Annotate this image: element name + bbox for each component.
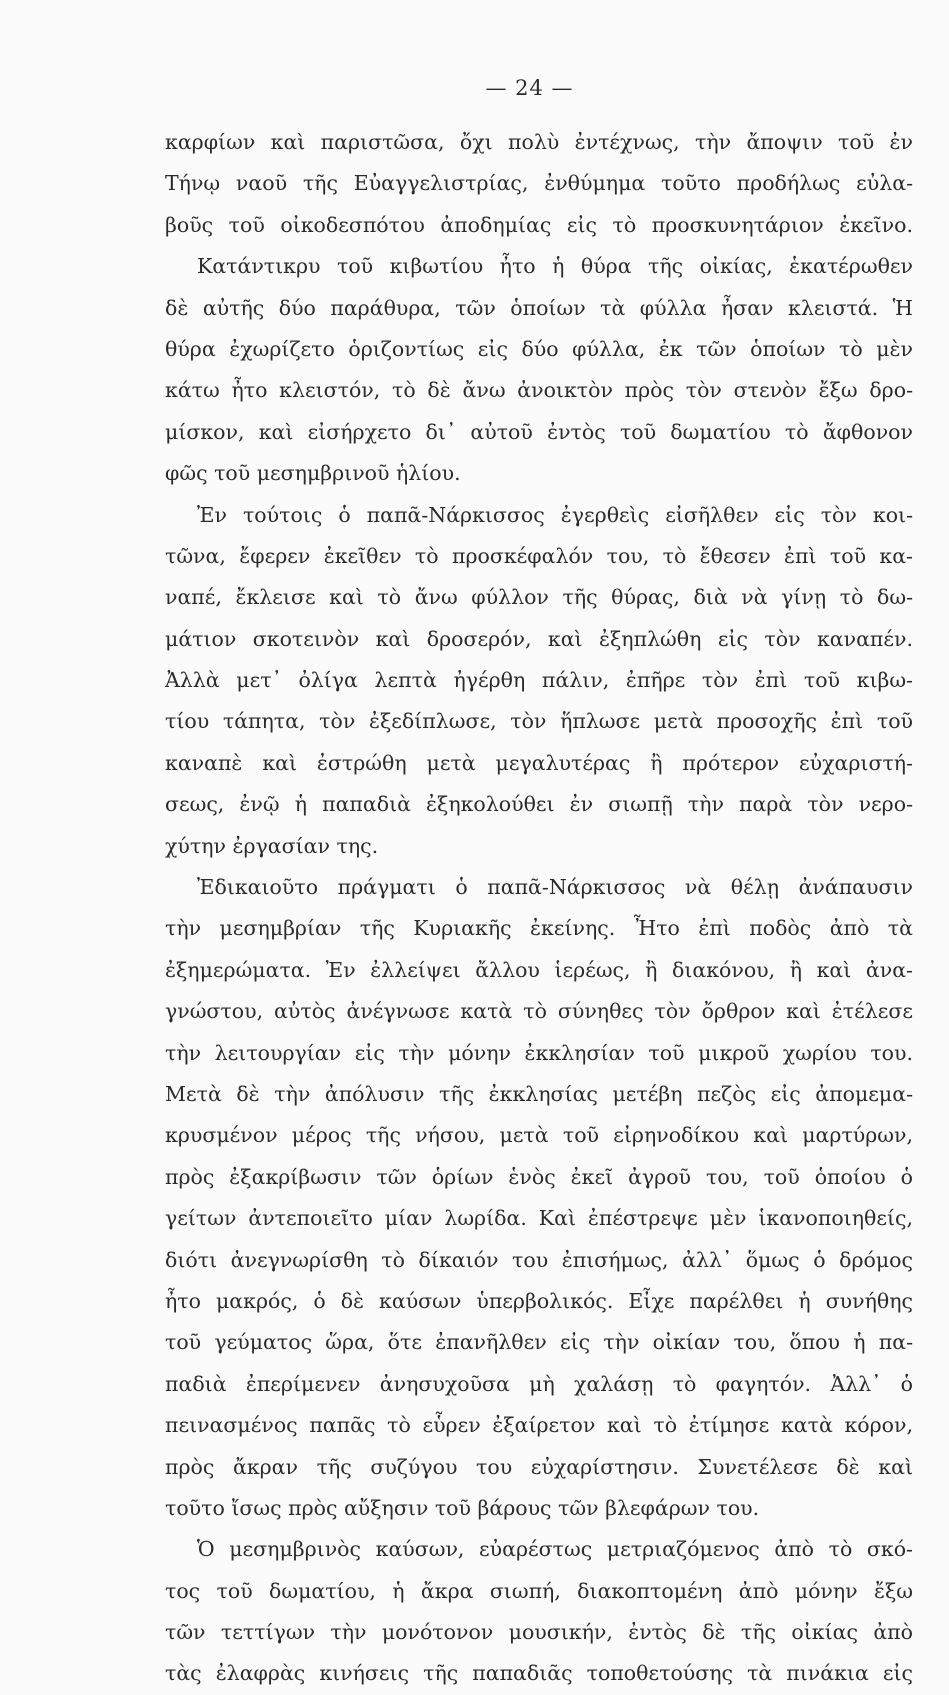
text-line: μάτιον σκοτεινὸν καὶ δροσερόν, καὶ ἐξηπλώθη εἰς τὸν καναπέν. xyxy=(165,626,913,651)
text-line: Ἀλλὰ μετ᾽ ὀλίγα λεπτὰ ἠγέρθη πάλιν, ἐπῆρε τὸν ἐπὶ τοῦ κιβω- xyxy=(165,668,913,693)
text-line: παδιὰ ἐπερίμενεν ἀνησυχοῦσα μὴ χαλάσῃ τὸ φαγητόν. Ἀλλ᾽ ὁ xyxy=(165,1371,913,1396)
text-line: τὴν λειτουργίαν εἰς τὴν μόνην ἐκκλησίαν τοῦ μικροῦ χωρίου του. xyxy=(165,1040,913,1065)
text-line: ἐξημερώματα. Ἐν ἐλλείψει ἄλλου ἱερέως, ἢ διακόνου, ἢ καὶ ἀνα- xyxy=(165,957,913,982)
text-line: χύτην ἐργασίαν της. xyxy=(165,833,379,858)
text-line: διότι ἀνεγνωρίσθη τὸ δίκαιόν του ἐπισήμως, ἀλλ᾽ ὅμως ὁ δρόμος xyxy=(165,1247,913,1272)
text-line: Ἐν τούτοις ὁ παπᾶ-Νάρκισσος ἐγερθεὶς εἰσῆλθεν εἰς τὸν κοι- xyxy=(197,502,913,527)
text-line: κρυσμένον μέρος τῆς νήσου, μετὰ τοῦ εἰρηνοδίκου καὶ μαρτύρων, xyxy=(165,1123,913,1148)
text-line: καναπὲ καὶ ἐστρώθη μετὰ μεγαλυτέρας ἢ πρότερον εὐχαριστή- xyxy=(165,750,913,775)
text-line: τῶνα, ἔφερεν ἐκεῖθεν τὸ προσκέφαλόν του, τὸ ἔθεσεν ἐπὶ τοῦ κα- xyxy=(165,543,913,568)
text-line: πρὸς ἄκραν τῆς συζύγου του εὐχαρίστησιν. Συνετέλεσε δὲ καὶ xyxy=(165,1454,913,1479)
text-line: τὰς ἐλαφρὰς κινήσεις τῆς παπαδιᾶς τοποθετούσης τὰ πινάκια εἰς xyxy=(165,1661,913,1686)
page-text-body xyxy=(165,122,913,1695)
text-line: κάτω ἦτο κλειστόν, τὸ δὲ ἄνω ἀνοικτὸν πρὸς τὸν στενὸν ἔξω δρο- xyxy=(165,378,913,403)
text-line: γνώστου, αὐτὸς ἀνέγνωσε κατὰ τὸ σύνηθες τὸν ὄρθρον καὶ ἐτέλεσε xyxy=(165,999,913,1024)
text-line: καρφίων καὶ παριστῶσα, ὄχι πολὺ ἐντέχνως, τὴν ἄποψιν τοῦ ἐν xyxy=(165,130,913,154)
page-number: — 24 — xyxy=(485,76,574,100)
text-line: σεως, ἐνῷ ἡ παπαδιὰ ἐξηκολούθει ἐν σιωπῇ τὴν παρὰ τὸν νερο- xyxy=(165,792,913,817)
text-line: βοῦς τοῦ οἰκοδεσπότου ἀποδημίας εἰς τὸ προσκυνητάριον ἐκεῖνο. xyxy=(165,212,913,237)
text-line: Ἐδικαιοῦτο πράγματι ὁ παπᾶ-Νάρκισσος νὰ θέλῃ ἀνάπαυσιν xyxy=(197,875,913,900)
text-line: Τήνῳ ναοῦ τῆς Εὐαγγελιστρίας, ἐνθύμημα τοῦτο προδήλως εὐλα- xyxy=(165,171,913,196)
text-line: τῶν τεττίγων τὴν μονότονον μουσικήν, ἐντὸς δὲ τῆς οἰκίας ἀπὸ xyxy=(165,1620,913,1645)
text-line: πρὸς ἐξακρίβωσιν τῶν ὁρίων ἑνὸς ἐκεῖ ἀγροῦ του, τοῦ ὁποίου ὁ xyxy=(165,1164,913,1189)
text-line: μίσκον, καὶ εἰσήρχετο δι᾽ αὐτοῦ ἐντὸς τοῦ δωματίου τὸ ἄφθονον xyxy=(165,419,913,444)
text-line: γείτων ἀντεποιεῖτο μίαν λωρίδα. Καὶ ἐπέστρεψε μὲν ἱκανοποιηθείς, xyxy=(165,1206,913,1231)
text-line: Ὁ μεσημβρινὸς καύσων, εὐαρέστως μετριαζόμενος ἀπὸ τὸ σκό- xyxy=(197,1537,913,1562)
text-line: ναπέ, ἔκλεισε καὶ τὸ ἄνω φύλλον τῆς θύρας, διὰ νὰ γίνῃ τὸ δω- xyxy=(165,585,913,610)
text-line: τὴν μεσημβρίαν τῆς Κυριακῆς ἐκείνης. Ἦτο ἐπὶ ποδὸς ἀπὸ τὰ xyxy=(165,916,913,941)
text-line: Κατάντικρυ τοῦ κιβωτίου ἦτο ἡ θύρα τῆς οἰκίας, ἑκατέρωθεν xyxy=(197,254,913,279)
text-line: θύρα ἐχωρίζετο ὁριζοντίως εἰς δύο φύλλα, ἐκ τῶν ὁποίων τὸ μὲν xyxy=(165,336,913,361)
text-line: πεινασμένος παπᾶς τὸ εὗρεν ἐξαίρετον καὶ τὸ ἐτίμησε κατὰ κόρον, xyxy=(165,1413,913,1438)
text-line: ἦτο μακρός, ὁ δὲ καύσων ὑπερβολικός. Εἶχε παρέλθει ἡ συνήθης xyxy=(165,1288,913,1313)
text-line: τος τοῦ δωματίου, ἡ ἄκρα σιωπή, διακοπτομένη ἀπὸ μόνην ἔξω xyxy=(165,1578,913,1603)
text-line: Μετὰ δὲ τὴν ἀπόλυσιν τῆς ἐκκλησίας μετέβη πεζὸς εἰς ἀπομεμα- xyxy=(165,1081,913,1106)
text-line: τίου τάπητα, τὸν ἐξεδίπλωσε, τὸν ἥπλωσε μετὰ προσοχῆς ἐπὶ τοῦ xyxy=(165,709,913,734)
text-line: δὲ αὐτῆς δύο παράθυρα, τῶν ὁποίων τὰ φύλλα ἦσαν κλειστά. Ἡ xyxy=(165,295,913,320)
text-line: φῶς τοῦ μεσημβρινοῦ ἡλίου. xyxy=(165,461,461,486)
text-line: τοῦτο ἴσως πρὸς αὔξησιν τοῦ βάρους τῶν βλεφάρων του. xyxy=(165,1495,760,1520)
text-line: τοῦ γεύματος ὥρα, ὅτε ἐπανῆλθεν εἰς τὴν οἰκίαν του, ὅπου ἡ πα- xyxy=(165,1330,913,1355)
